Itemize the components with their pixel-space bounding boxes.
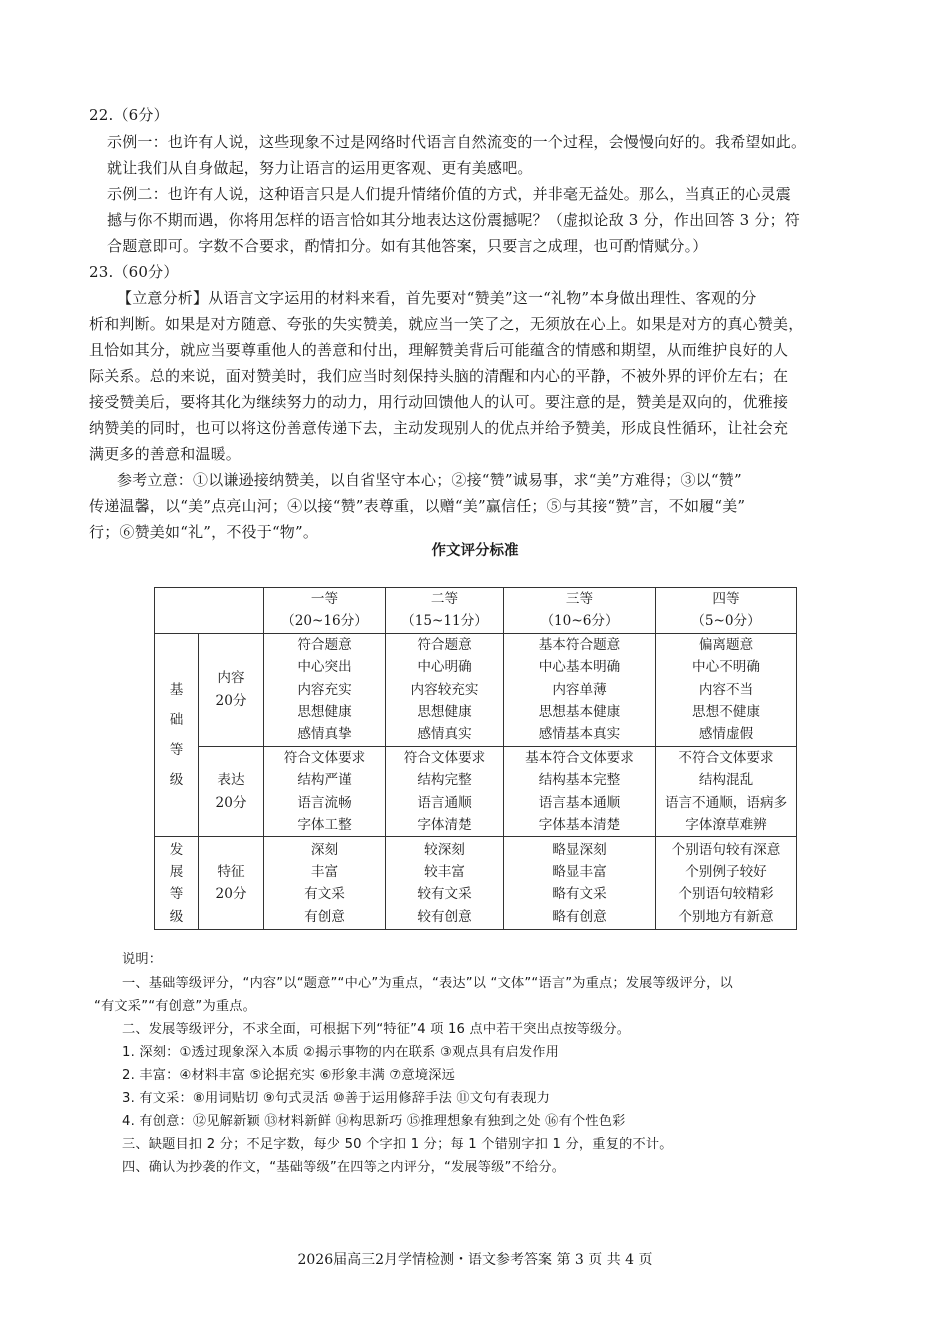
note-feature-item: 4. 有创意：⑫见解新颖 ⑬材料新鲜 ⑭构思新巧 ⑮推理想象有独到之处 ⑯有个性色彩 xyxy=(122,1114,626,1129)
features-category-label: 特征 20分 xyxy=(199,837,264,930)
note-1-line2: “有文采”“有创意”为重点。 xyxy=(94,999,257,1014)
features-grade2-cell: 较深刻 较丰富 较有文采 较有创意 xyxy=(386,837,504,930)
features-grade4-cell: 个别语句较有深意 个别例子较好 个别语句较精彩 个别地方有新意 xyxy=(656,837,797,930)
q22-example1-line1: 示例一：也许有人说，这些现象不过是网络时代语言自然流变的一个过程，会慢慢向好的。我希望如此。 xyxy=(107,133,807,151)
expression-category-label: 表达 20分 xyxy=(199,746,264,837)
q23-analysis-line: 且恰如其分，就应当要尊重他人的善意和付出，理解赞美背后可能蕴含的情感和期望，从而维护良好的人 xyxy=(89,341,789,359)
q23-heading: 23.（60分） xyxy=(89,263,179,281)
expression-grade4-cell: 不符合文体要求 结构混乱 语言不通顺，语病多 字体潦草难辨 xyxy=(656,746,797,837)
q23-analysis-line: 【立意分析】从语言文字运用的材料来看，首先要对“赞美”这一“礼物”本身做出理性、客观的分 xyxy=(117,289,757,307)
grade-header-2: 二等 （15~11分） xyxy=(386,588,504,634)
page-footer: 2026届高三2月学情检测・语文参考答案 第 3 页 共 4 页 xyxy=(297,1252,653,1268)
q23-reference-line: 参考立意：①以谦逊接纳赞美，以自省坚守本心；②接“赞”诚易事，求“美”方难得；③以“赞” xyxy=(117,471,742,489)
rubric-corner-cell xyxy=(155,588,264,634)
q22-example2-line3: 合题意即可。字数不合要求，酌情扣分。如有其他答案，只要言之成理，也可酌情赋分。） xyxy=(107,237,708,255)
q23-analysis-line: 际关系。总的来说，面对赞美时，我们应当时刻保持头脑的清醒和内心的平静，不被外界的评价左右；在 xyxy=(89,367,789,385)
features-grade3-cell: 略显深刻 略显丰富 略有文采 略有创意 xyxy=(504,837,656,930)
rubric-row-features xyxy=(155,837,797,930)
note-3: 三、缺题目扣 2 分；不足字数，每少 50 个字扣 1 分；每 1 个错别字扣 1 分，重复的不计。 xyxy=(122,1137,673,1152)
note-1-line1: 一、基础等级评分，“内容”以“题意”“中心”为重点，“表达”以 “文体”“语言”为重点；发展等级评分，以 xyxy=(122,976,733,991)
q23-reference-line: 传递温馨，以“美”点亮山河；④以接“赞”表尊重，以赠“美”赢信任；⑤与其接“赞”言，不如履“美” xyxy=(89,497,746,515)
development-level-label: 发 展 等 级 xyxy=(155,837,199,930)
note-feature-item: 1. 深刻：①透过现象深入本质 ②揭示事物的内在联系 ③观点具有启发作用 xyxy=(122,1045,560,1060)
rubric-title: 作文评分标准 xyxy=(431,543,519,559)
rubric-row-content xyxy=(155,633,797,746)
expression-grade1-cell: 符合文体要求 结构严谨 语言流畅 字体工整 xyxy=(264,746,386,837)
q22-example2-line1: 示例二：也许有人说，这种语言只是人们提升情绪价值的方式，并非毫无益处。那么，当真正的心灵震 xyxy=(107,185,792,203)
content-grade1-cell: 符合题意 中心突出 内容充实 思想健康 感情真挚 xyxy=(264,633,386,746)
expression-grade3-cell: 基本符合文体要求 结构基本完整 语言基本通顺 字体基本清楚 xyxy=(504,746,656,837)
note-feature-item: 3. 有文采：⑧用词贴切 ⑨句式灵活 ⑩善于运用修辞手法 ⑪文句有表现力 xyxy=(122,1091,551,1106)
basic-level-label: 基 础 等 级 xyxy=(155,633,199,837)
grade-header-4: 四等 （5~0分） xyxy=(656,588,797,634)
q23-reference-line: 行；⑥赞美如“礼”，不役于“物”。 xyxy=(89,523,319,541)
rubric-header-row xyxy=(155,588,797,634)
q22-example2-line2: 撼与你不期而遇，你将用怎样的语言恰如其分地表达这份震撼呢？（虚拟论敌 3 分，作出回答 3 分；符 xyxy=(107,211,800,229)
note-feature-item: 2. 丰富：④材料丰富 ⑤论据充实 ⑥形象丰满 ⑦意境深远 xyxy=(122,1068,456,1083)
q23-analysis-line: 接受赞美后，要将其化为继续努力的动力，用行动回馈他人的认可。要注意的是，赞美是双向的，优雅接 xyxy=(89,393,789,411)
content-grade3-cell: 基本符合题意 中心基本明确 内容单薄 思想基本健康 感情基本真实 xyxy=(504,633,656,746)
q23-analysis-line: 满更多的善意和温暖。 xyxy=(89,445,242,463)
notes-heading: 说明： xyxy=(122,952,163,967)
note-2: 二、发展等级评分，不求全面，可根据下列“特征”4 项 16 点中若干突出点按等级分。 xyxy=(122,1022,631,1037)
q23-analysis-line: 析和判断。如果是对方随意、夸张的失实赞美，就应当一笑了之，无须放在心上。如果是对方的真心赞美， xyxy=(89,315,804,333)
q23-analysis-line: 纳赞美的同时，也可以将这份善意传递下去，主动发现别人的优点并给予赞美，形成良性循环，让社会充 xyxy=(89,419,789,437)
rubric-table xyxy=(154,587,797,930)
grade-header-1: 一等 （20~16分） xyxy=(264,588,386,634)
q22-heading: 22.（6分） xyxy=(89,106,169,124)
grade-header-3: 三等 （10~6分） xyxy=(504,588,656,634)
content-grade2-cell: 符合题意 中心明确 内容较充实 思想健康 感情真实 xyxy=(386,633,504,746)
expression-grade2-cell: 符合文体要求 结构完整 语言通顺 字体清楚 xyxy=(386,746,504,837)
q22-example1-line2: 就让我们从自身做起，努力让语言的运用更客观、更有美感吧。 xyxy=(107,159,533,177)
content-grade4-cell: 偏离题意 中心不明确 内容不当 思想不健康 感情虚假 xyxy=(656,633,797,746)
rubric-row-expression xyxy=(155,746,797,837)
features-grade1-cell: 深刻 丰富 有文采 有创意 xyxy=(264,837,386,930)
note-4: 四、确认为抄袭的作文，“基础等级”在四等之内评分，“发展等级”不给分。 xyxy=(122,1160,566,1175)
content-category-label: 内容 20分 xyxy=(199,633,264,746)
